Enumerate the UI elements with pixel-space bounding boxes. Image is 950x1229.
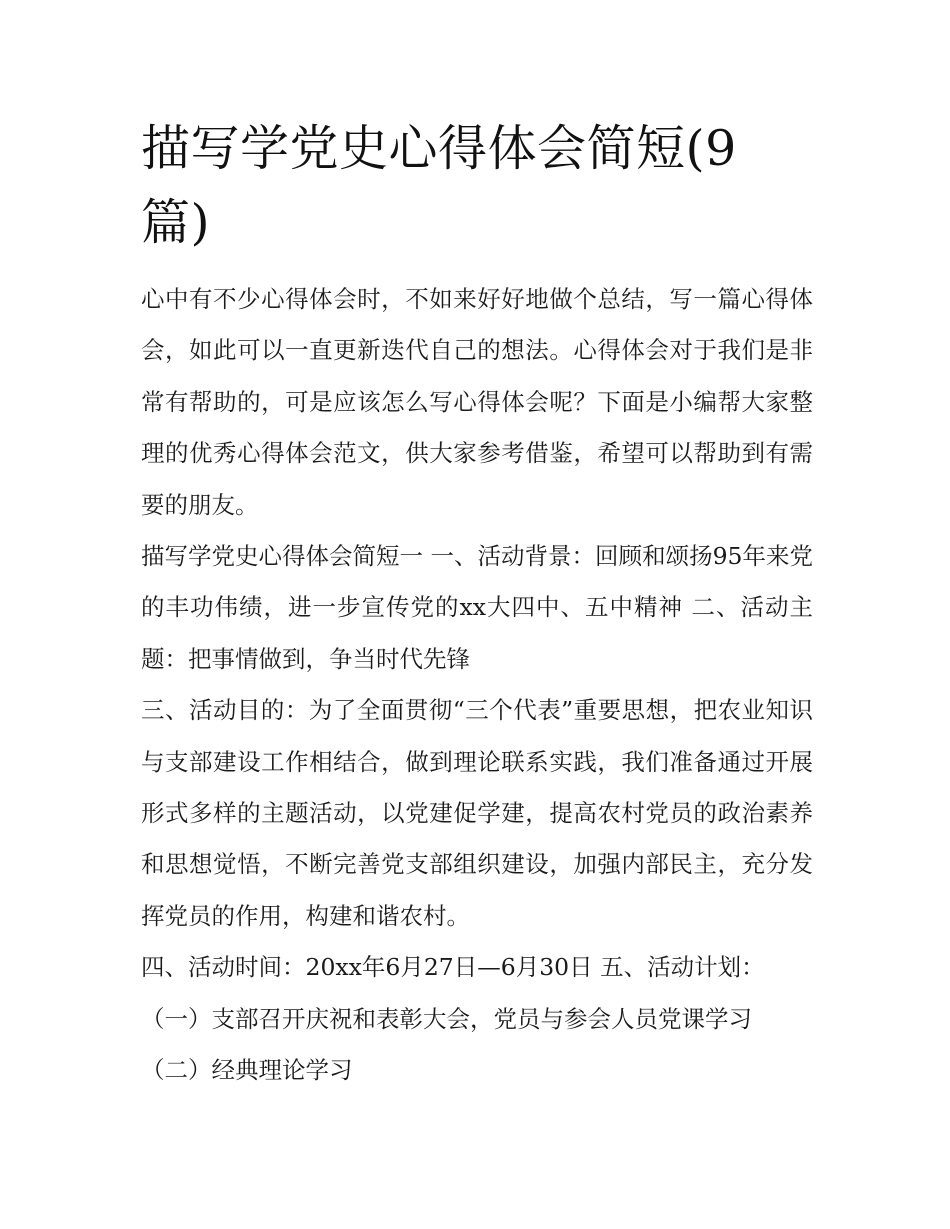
paragraph-time-plan: 四、活动时间：20xx年6月27日—6月30日 五、活动计划： <box>141 953 765 982</box>
document-title: 描写学党史心得体会简短(9篇) <box>141 120 737 251</box>
plan-item-2: （二）经典理论学习 <box>141 1056 353 1085</box>
document-body <box>141 274 813 1097</box>
intro-paragraph: 心中有不少心得体会时，不如来好好地做个总结，写一篇心得体会，如此可以一直更新迭代自己的想法。心得体会对于我们是非常有帮助的，可是应该怎么写心得体会呢？下面是小编帮大家整理的优秀心得体会范文，供大家参考借鉴，希望可以帮助到有需要的朋友。 <box>141 285 813 519</box>
plan-item-1: （一）支部召开庆祝和表彰大会，党员与参会人员党课学习 <box>141 1004 752 1033</box>
paragraph-purpose: 三、活动目的：为了全面贯彻“三个代表”重要思想，把农业知识与支部建设工作相结合，做到理论联系实践，我们准备通过开展形式多样的主题活动，以党建促学建，提高农村党员的政治素养和思想觉悟，不断完善党支部组织建设，加强内部民主，充分发挥党员的作用，构建和谐农村。 <box>141 696 813 930</box>
paragraph-background-theme: 描写学党史心得体会简短一 一、活动背景：回顾和颂扬95年来党的丰功伟绩，进一步宣传党的xx大四中、五中精神 二、活动主题：把事情做到，争当时代先锋 <box>141 542 813 673</box>
